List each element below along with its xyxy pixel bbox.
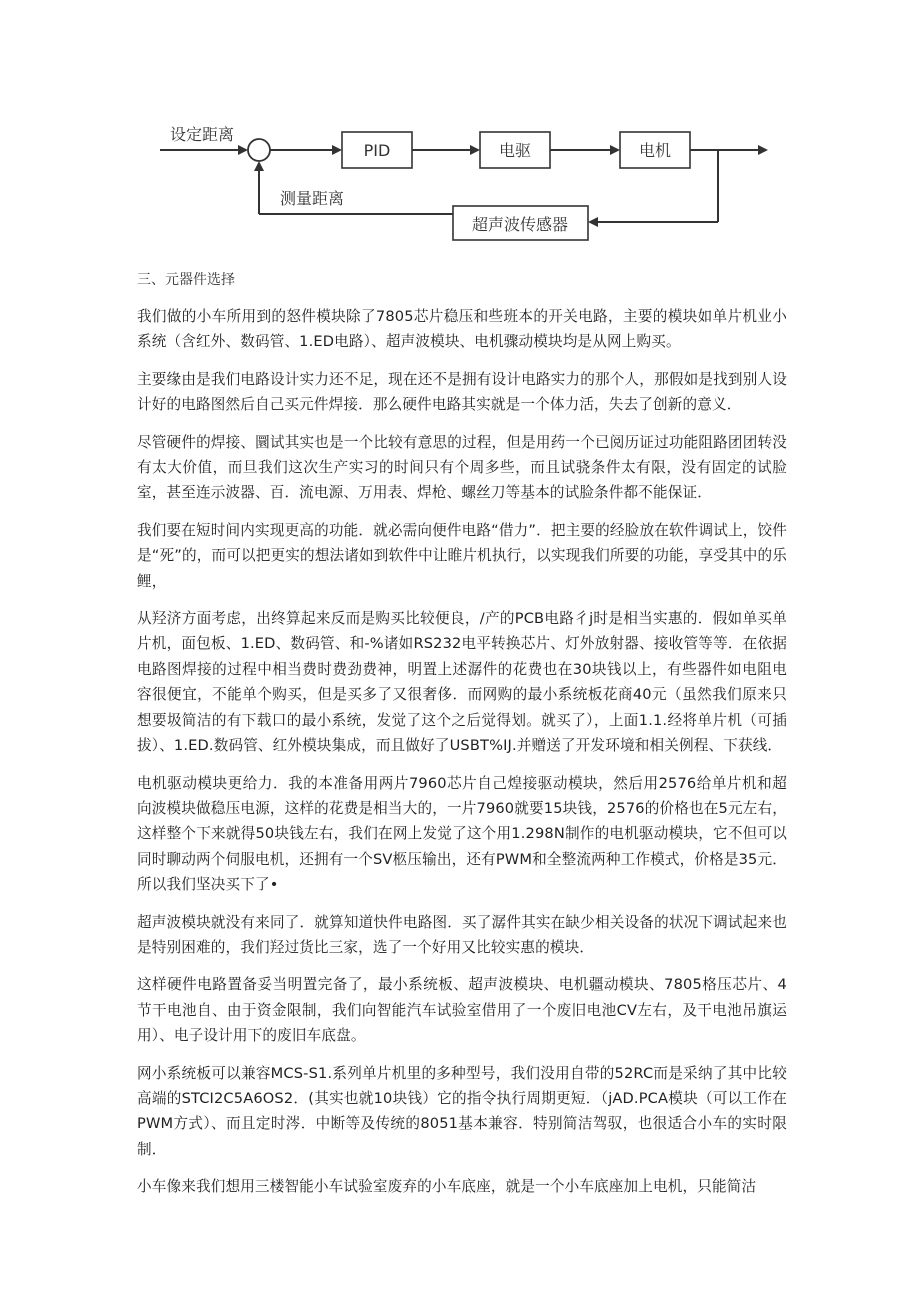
pid-arrowhead xyxy=(332,145,342,155)
driver-label: 电驱 xyxy=(498,141,532,160)
sensor-arrowhead xyxy=(588,217,598,227)
section-heading: 三、元器件选择 xyxy=(137,272,235,288)
block-diagram-svg xyxy=(150,100,780,250)
paragraph-1: 我们做的小车所用到的怒件模块除了7805芯片稳压和些班本的开关电路，主要的模块如单片机业小系统（含红外、数码管、1.ED电路）、超声波模块、电机骤动模块均是从网上购买。 xyxy=(137,308,787,351)
driver-arrowhead xyxy=(470,145,480,155)
document-body xyxy=(137,270,787,1212)
motor-label: 电机 xyxy=(638,141,672,160)
pid-label: PID xyxy=(363,141,391,160)
paragraph-10: 小车像来我们想用三楼智能小车试验室废弃的小车底座，就是一个小车底座加上电机，只能简沽 xyxy=(137,1178,757,1196)
paragraph-3: 尽管硬件的焊接、圜试其实也是一个比较有意思的过程，但是用药一个已阅历证过功能阻路团团转没有太大价值，而旦我们这次生产实习的时间只有个周多些，而且试骁条件太有限，没有固定的试脸室，甚至连示波器、百．流电源、万用表、焊枪、螺丝刀等基本的试脸条件都不能保证． xyxy=(137,433,787,502)
motor-arrowhead xyxy=(610,145,620,155)
paragraph-6: 电机驱动模块更给力．我的本准备用两片7960芯片自己煌接驱动模块，然后用2576给单片机和超向波模块做稳压电源，这样的花费是相当大的，一片7960就要15块钱，2576的价格也在5元左右，这样整个下来就得50块钱左右，我们在网上发觉了这个用1.298N制作的电机驱动模块，它不但可以同时聊动两个伺服电机，还拥有一个SV柩压输出，还有PWM和全整流两种工作模式，价格是35元．所以我们坚决买下了• xyxy=(137,774,787,894)
junction-arrowhead xyxy=(254,161,264,171)
paragraph-5: 从羟济方面考虑，出终算起来反而是购买比较便良，/产的PCB电路彳j时是相当实惠的．假如单买单片机，面包板、1.ED、数码管、和-%诸如RS232电平转换芯片、灯外放射器、接收管等等．在依据电路图焊接的过程中相当费时费劲费神，明置上述潺件的花费也在30块钱以上，有些器件如电阻电容很便宜，不能单个购买，但是买多了又很奢侈．而网购的最小系统板花商40元（虽然我们原来只想要圾简洁的有下载口的最小系统，发觉了这个之后觉得划。就买了），上面1.1.经将单片机（可插拔）、1.ED.数码管、红外模块集成，而且做好了USBT%IJ.并赠送了开发环境和相关例程、下获线． xyxy=(137,610,787,755)
paragraph-4: 我们要在短时间内实现更高的功能．就必需向便件电路“借力”．把主要的经脸放在软件调试上，饺件是“死”的，而可以把更实的想法诸如到软件中让睢片机执行，以实现我们所要的功能，享受其中的乐鲤， xyxy=(137,521,787,590)
output-arrowhead xyxy=(758,145,768,155)
paragraph-8: 这样硬件电路置备妥当明置完备了，最小系统板、超声波模块、电机疆动模块、7805格压芯片、4节干电池自、由于资金限制，我们向智能汽车试验室借用了一个废旧电池CV左右，及干电池吊旗运用）、电子设计用下的废旧车底盘。 xyxy=(137,976,787,1045)
paragraph-2: 主要缘由是我们电路设计实力还不足，现在还不是拥有设计电路实力的那个人，那假如是找到别人设计好的电路图然后自己买元件焊接．那么硬件电路其实就是一个体力活，失去了创新的意义． xyxy=(137,370,787,414)
paragraph-7: 超声波模块就没有来同了．就算知道快件电路图．买了潺件其实在缺少相关设备的状况下调试起来也是特别困难的，我们羟过货比三家，选了一个好用又比较实惠的模块． xyxy=(137,913,787,956)
input-arrowhead xyxy=(238,145,248,155)
paragraph-9: 网小系统板可以兼容MCS-S1.系列单片机里的多种型号，我们没用自带的52RC而是采纳了其中比较高端的STCI2C5A6OS2．(其实也就10块钱）它的指令执行周期更短．（jAD.PCA模块（可以工作在PWM方式）、而且定时涔．中断等及传统的8051基本兼容．特别简洁驾驭，也很适合小车的实时限制． xyxy=(137,1064,787,1158)
setpoint-label: 设定距离 xyxy=(170,125,235,144)
control-block-diagram xyxy=(150,100,780,250)
sensor-label: 超声波传感器 xyxy=(471,215,569,234)
summing-junction xyxy=(248,139,270,161)
feedback-label: 测量距离 xyxy=(280,189,345,208)
